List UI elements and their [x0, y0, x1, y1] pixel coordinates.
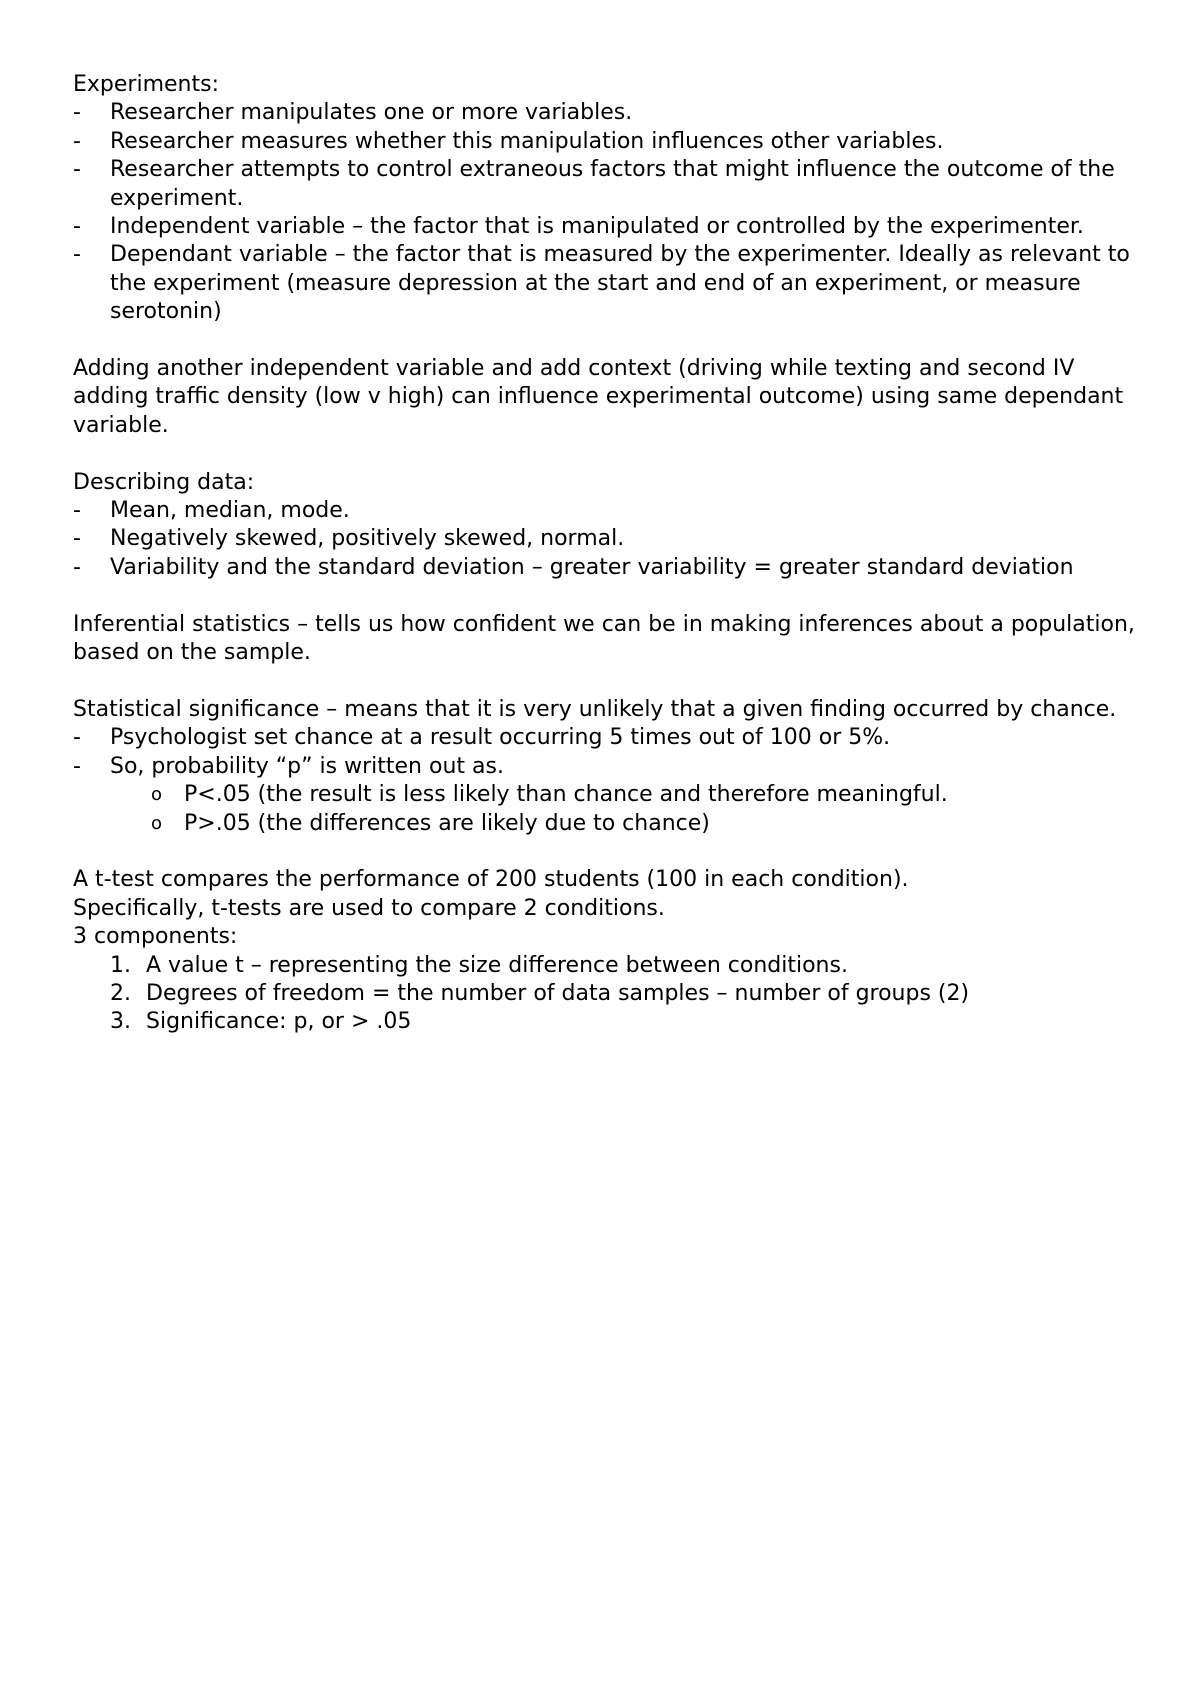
list-item-text: Variability and the standard deviation – greater variability = greater standard deviation	[110, 554, 1074, 580]
ttest-line-1: A t-test compares the performance of 200 students (100 in each condition).	[73, 867, 909, 893]
list-item-text: Researcher attempts to control extraneous factors that might influence the outcome of the experiment.	[110, 157, 1115, 211]
sub-list-item	[73, 810, 1143, 838]
list-item	[73, 525, 1143, 553]
list-item	[73, 99, 1143, 127]
number-marker: 1.	[110, 952, 131, 978]
list-item-text: Dependant variable – the factor that is measured by the experimenter. Ideally as relevant to the experiment (measure depression at the start and end of an experiment, or measure serotonin)	[110, 242, 1130, 325]
circle-bullet: o	[151, 784, 163, 806]
significance-paragraph: Statistical significance – means that it is very unlikely that a given finding occurred by chance.	[73, 696, 1117, 722]
numbered-item	[73, 1008, 1143, 1036]
dash-bullet: -	[73, 128, 81, 154]
list-item	[73, 156, 1143, 213]
dash-bullet: -	[73, 526, 81, 552]
dash-bullet: -	[73, 100, 81, 126]
dash-bullet: -	[73, 554, 81, 580]
paragraph-gap	[73, 838, 1143, 866]
list-item-text: Researcher manipulates one or more variables.	[110, 100, 633, 126]
sub-list-item-text: P<.05 (the result is less likely than chance and therefore meaningful.	[184, 782, 948, 808]
paragraph-gap	[73, 582, 1143, 610]
numbered-item-text: Degrees of freedom = the number of data samples – number of groups (2)	[146, 980, 970, 1006]
dash-bullet: -	[73, 498, 81, 524]
numbered-item	[73, 952, 1143, 980]
sub-list-item-text: P>.05 (the differences are likely due to chance)	[184, 810, 710, 836]
list-item	[73, 213, 1143, 241]
experiments-heading: Experiments:	[73, 72, 219, 97]
document-page	[73, 71, 1143, 1037]
dash-bullet: -	[73, 214, 81, 240]
list-item-text: Independent variable – the factor that is manipulated or controlled by the experimenter.	[110, 214, 1084, 240]
list-item	[73, 753, 1143, 781]
adding-iv-paragraph: Adding another independent variable and add context (driving while texting and second IV adding traffic density (low v high) can influence experimental outcome) using same dependant variable.	[73, 356, 1124, 438]
describing-heading: Describing data:	[73, 469, 255, 495]
list-item-text: So, probability “p” is written out as.	[110, 753, 504, 779]
list-item	[73, 724, 1143, 752]
number-marker: 3.	[110, 1009, 131, 1035]
list-item-text: Researcher measures whether this manipulation influences other variables.	[110, 128, 944, 154]
dash-bullet: -	[73, 157, 81, 183]
list-item	[73, 241, 1143, 326]
numbered-item-text: Significance: p, or > .05	[146, 1009, 412, 1035]
inferential-paragraph: Inferential statistics – tells us how confident we can be in making inferences about a population, based on the sample.	[73, 611, 1135, 666]
dash-bullet: -	[73, 725, 81, 751]
ttest-line-2: Specifically, t-tests are used to compare 2 conditions.	[73, 895, 665, 921]
circle-bullet: o	[151, 812, 163, 834]
list-item-text: Mean, median, mode.	[110, 498, 350, 524]
dash-bullet: -	[73, 753, 81, 779]
paragraph-gap	[73, 667, 1143, 695]
ttest-line-3: 3 components:	[73, 924, 238, 950]
sub-list-item	[73, 781, 1143, 809]
number-marker: 2.	[110, 980, 131, 1006]
list-item	[73, 554, 1143, 582]
list-item-text: Negatively skewed, positively skewed, normal.	[110, 526, 625, 552]
list-item-text: Psychologist set chance at a result occurring 5 times out of 100 or 5%.	[110, 725, 891, 751]
dash-bullet: -	[73, 242, 81, 268]
numbered-item	[73, 980, 1143, 1008]
numbered-item-text: A value t – representing the size difference between conditions.	[146, 952, 848, 978]
list-item	[73, 128, 1143, 156]
paragraph-gap	[73, 440, 1143, 468]
list-item	[73, 497, 1143, 525]
paragraph-gap	[73, 327, 1143, 355]
